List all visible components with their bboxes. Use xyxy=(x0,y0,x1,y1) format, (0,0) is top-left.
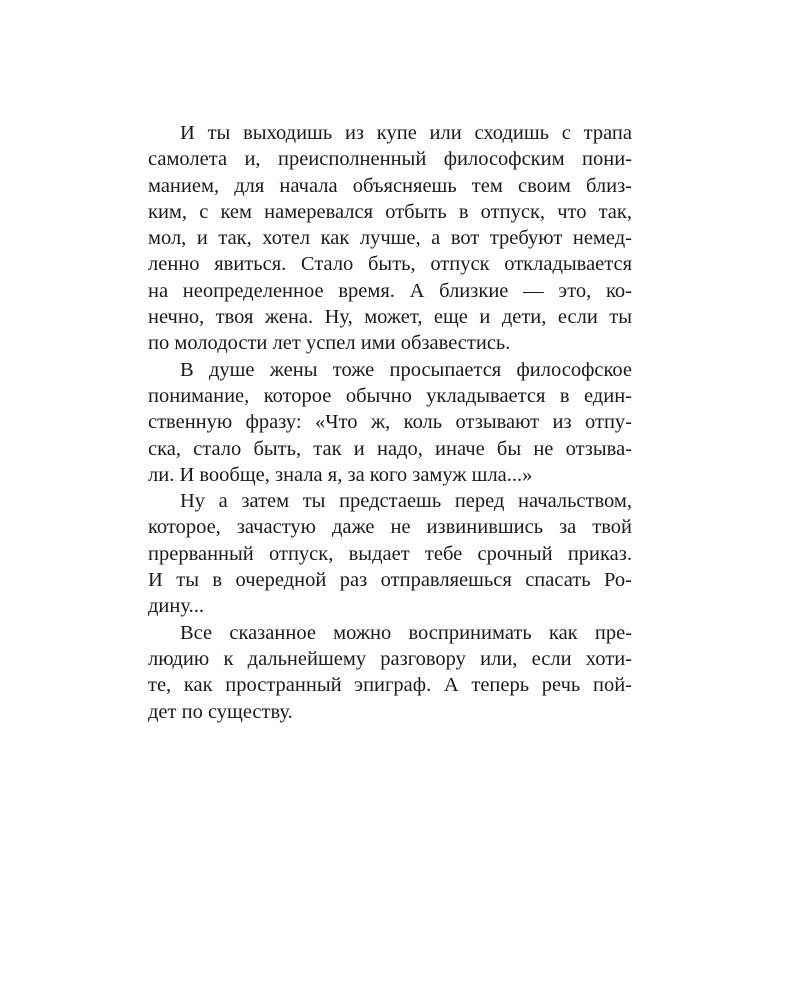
text-line: манием, для начала объясняешь тем своим близ- xyxy=(148,174,632,197)
paragraph-3 xyxy=(148,488,632,619)
paragraph-2 xyxy=(148,357,632,488)
text-line: В душе жены тоже просыпается философское xyxy=(180,358,632,381)
text-line: нечно, твоя жена. Ну, может, еще и дети, если ты xyxy=(148,306,632,329)
text-line: Все сказанное можно воспринимать как пре- xyxy=(180,621,632,644)
text-line: ким, с кем намеревался отбыть в отпуск, что так, xyxy=(148,200,632,223)
text-line: понимание, которое обычно укладывается в един- xyxy=(148,384,632,407)
text-line: ска, стало быть, так и надо, иначе бы не отзыва- xyxy=(148,437,632,460)
text-line: дет по существу. xyxy=(148,700,293,723)
paragraph-4 xyxy=(148,620,632,725)
text-line: Ну а затем ты предстаешь перед начальством, xyxy=(180,490,632,513)
text-line: людию к дальнейшему разговору или, если хоти- xyxy=(148,647,632,670)
paragraph-1 xyxy=(148,120,632,357)
text-line: прерванный отпуск, выдает тебе срочный приказ. xyxy=(148,542,632,565)
text-line: на неопределенное время. А близкие — это, ко- xyxy=(148,279,632,302)
text-line: И ты в очередной раз отправляешься спасать Ро- xyxy=(148,569,632,592)
text-line: мол, и так, хотел как лучше, а вот требуют немед- xyxy=(148,227,632,250)
text-line: дину... xyxy=(148,595,204,618)
text-line: те, как пространный эпиграф. А теперь речь пой- xyxy=(148,674,632,697)
text-line: по молодости лет успел ими обзавестись. xyxy=(148,332,511,355)
text-line: самолета и, преисполненный философским пони- xyxy=(148,148,632,171)
book-page-text xyxy=(148,120,632,725)
text-line: И ты выходишь из купе или сходишь с трапа xyxy=(180,122,632,144)
text-line: которое, зачастую даже не извинившись за твой xyxy=(148,516,632,539)
text-line: ленно явиться. Стало быть, отпуск откладывается xyxy=(148,253,632,276)
text-line: ли. И вообще, знала я, за кого замуж шла...» xyxy=(148,463,533,486)
text-line: ственную фразу: «Что ж, коль отзывают из отпу- xyxy=(148,411,632,434)
